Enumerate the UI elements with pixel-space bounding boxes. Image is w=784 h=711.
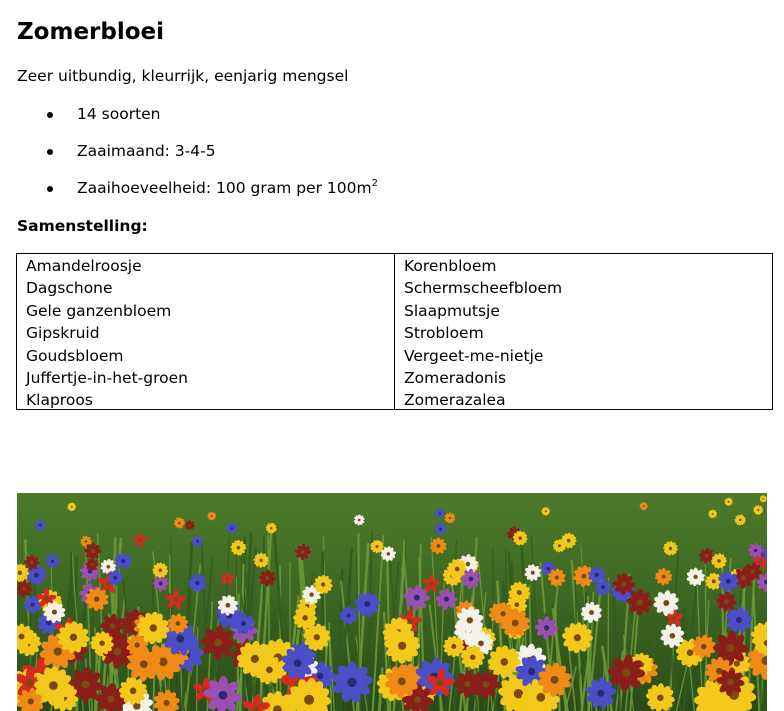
meadow-illustration	[17, 493, 767, 711]
flower-center	[439, 527, 442, 530]
flower-center	[662, 575, 666, 579]
table-cell: Schermscheefbloem	[404, 279, 563, 298]
flower-center	[301, 550, 305, 554]
flower-center	[39, 524, 42, 527]
flower-center	[346, 613, 350, 617]
flower-center	[270, 527, 273, 530]
flower-center	[195, 581, 199, 585]
table-cell: Gipskruid	[26, 324, 100, 343]
table-cell: Zomerazalea	[404, 391, 506, 410]
flower-center	[728, 501, 730, 503]
flower-center	[106, 565, 110, 569]
flower-center	[574, 634, 581, 641]
flower-center	[670, 633, 676, 639]
table-cell: Vergeet-me-nietje	[404, 346, 544, 365]
flower-center	[464, 681, 470, 687]
flower-center	[601, 585, 605, 589]
flower-center	[741, 575, 746, 580]
flower-center	[414, 595, 420, 601]
flower-center	[727, 679, 733, 685]
flower-center	[241, 621, 246, 626]
flower-center	[398, 642, 406, 650]
flower-center	[44, 596, 49, 601]
flower-center	[500, 611, 505, 616]
flower-center	[622, 668, 630, 676]
flower-center	[621, 582, 626, 587]
flower-center	[214, 639, 222, 647]
flower-center	[347, 678, 356, 687]
flower-center	[726, 579, 731, 584]
flower-center	[727, 644, 735, 652]
flower-center	[518, 536, 521, 539]
table-cell: Strobloem	[404, 324, 484, 343]
flower-center	[219, 691, 228, 700]
flower-center	[466, 562, 471, 567]
flower-center	[467, 617, 473, 623]
table-cell: Korenbloem	[404, 257, 497, 275]
flower-center	[178, 522, 181, 525]
flower-center	[259, 559, 262, 562]
flower-center	[657, 694, 664, 701]
flower-center	[28, 698, 34, 704]
flower-center	[482, 681, 489, 688]
flower-center	[414, 696, 421, 703]
table-cell: Dagschone	[26, 279, 113, 298]
section-heading: Samenstelling:	[17, 217, 148, 235]
flower-center	[705, 554, 709, 558]
flower-center	[266, 667, 273, 674]
flower-center	[294, 659, 302, 667]
flower-center	[567, 539, 571, 543]
flower-center	[551, 676, 559, 684]
flower-center	[99, 640, 104, 645]
flower-center	[478, 640, 484, 646]
flower-center	[176, 621, 181, 626]
flower-center	[54, 647, 62, 655]
flower-center	[139, 538, 142, 541]
flower-center	[91, 549, 95, 553]
flower-center	[189, 524, 191, 526]
flower-center	[589, 610, 594, 615]
flower-center	[757, 509, 759, 511]
flower-center	[309, 592, 313, 596]
flower-center	[34, 573, 39, 578]
flower-center	[581, 574, 586, 579]
list-item-text: 14 soorten	[77, 105, 161, 123]
flower-center	[712, 579, 716, 583]
flower-center	[22, 587, 26, 591]
flower-center	[302, 615, 307, 620]
page-title: Zomerbloei	[17, 19, 165, 45]
flower-center	[437, 680, 444, 687]
flower-meadow-image	[17, 493, 767, 711]
flower-center	[31, 603, 35, 607]
flower-center	[736, 617, 742, 623]
table-cell: Klaproos	[26, 391, 93, 410]
flower-center	[135, 642, 140, 647]
table-cell: Zomeradonis	[404, 369, 507, 388]
flower-center	[514, 602, 519, 607]
flower-center	[159, 582, 163, 586]
flower-center	[407, 619, 412, 624]
subtitle: Zeer uitbundig, kleurrijk, eenjarig mengsel	[17, 67, 349, 85]
flower-center	[595, 573, 599, 577]
flower-center	[114, 648, 122, 656]
flower-center	[130, 688, 136, 694]
flower-center	[173, 597, 178, 602]
bullet-icon	[47, 112, 53, 118]
flower-center	[387, 552, 391, 556]
flower-center	[449, 517, 452, 520]
flower-center	[26, 679, 34, 687]
flower-center	[314, 634, 320, 640]
flower-center	[52, 610, 57, 615]
flower-center	[739, 519, 742, 522]
flower-center	[751, 569, 755, 573]
flower-center	[555, 576, 559, 580]
flower-center	[724, 599, 729, 604]
flower-center	[717, 559, 721, 563]
flower-center	[429, 582, 433, 586]
superscript: 2	[371, 178, 378, 189]
flower-center	[759, 560, 763, 564]
flower-center	[237, 546, 241, 550]
flower-center	[49, 681, 58, 690]
flower-center	[70, 634, 77, 641]
table-cell: Amandelroosje	[26, 257, 142, 275]
species-column-left	[17, 254, 395, 409]
flower-center	[470, 654, 475, 659]
flower-center	[693, 575, 697, 579]
flower-center	[321, 582, 325, 586]
flower-center	[226, 603, 231, 608]
flower-center	[375, 545, 378, 548]
flower-center	[439, 512, 441, 514]
flower-center	[663, 600, 669, 606]
flower-center	[91, 563, 94, 566]
flower-center	[528, 668, 535, 675]
flower-center	[159, 569, 163, 573]
flower-center	[398, 678, 406, 686]
flower-center	[701, 644, 706, 649]
list-item-text: Zaaimaand: 3-4-5	[77, 142, 216, 160]
flower-center	[226, 577, 229, 580]
flower-center	[30, 561, 34, 565]
species-column-right	[395, 254, 772, 409]
list-item-text	[77, 178, 378, 198]
bullet-icon	[47, 149, 53, 155]
table-cell: Slaapmutsje	[404, 301, 500, 320]
flower-center	[71, 506, 73, 508]
flower-center	[364, 601, 370, 607]
flower-center	[531, 571, 535, 575]
flower-center	[110, 623, 116, 629]
flower-center	[754, 549, 758, 553]
flower-center	[121, 559, 125, 563]
flower-center	[469, 577, 474, 582]
flower-center	[643, 505, 645, 507]
flower-center	[231, 527, 234, 530]
table-cell: Goudsbloem	[26, 346, 124, 365]
flower-center	[547, 567, 550, 570]
table-cell: Juffertje-in-het-groen	[26, 369, 188, 388]
flower-center	[18, 571, 22, 575]
flower-center	[196, 540, 199, 543]
flower-center	[512, 620, 519, 627]
flower-center	[672, 616, 676, 620]
flower-center	[304, 695, 314, 705]
flower-center	[712, 513, 714, 515]
flower-center	[536, 693, 545, 702]
flower-center	[140, 660, 148, 668]
flower-center	[358, 519, 361, 522]
flower-center	[94, 596, 99, 601]
flower-center	[669, 547, 672, 550]
flower-center	[150, 624, 157, 631]
flower-center	[164, 700, 170, 706]
flower-center	[265, 576, 269, 580]
flower-center	[82, 681, 90, 689]
flower-center	[762, 498, 764, 500]
flower-center	[637, 599, 643, 605]
flower-center	[51, 560, 54, 563]
flower-center	[113, 576, 117, 580]
flower-center	[107, 695, 114, 702]
flower-center	[176, 635, 184, 643]
flower-center	[317, 673, 324, 680]
flower-center	[544, 625, 549, 630]
flower-center	[734, 661, 740, 667]
flower-center	[455, 567, 460, 572]
flower-center	[444, 597, 449, 602]
flower-center	[211, 515, 213, 517]
seeding-rate-text: Zaaihoeveelheid: 100 gram per 100m	[77, 179, 372, 197]
table-cell: Gele ganzenbloem	[26, 301, 172, 320]
flower-center	[436, 544, 440, 548]
flower-center	[501, 658, 509, 666]
flower-center	[85, 540, 88, 543]
flower-center	[558, 544, 561, 547]
species-table	[16, 253, 773, 410]
flower-center	[545, 510, 547, 512]
flower-center	[597, 690, 604, 697]
bullet-icon	[47, 186, 53, 192]
flower-center	[19, 634, 25, 640]
flower-center	[451, 644, 456, 649]
